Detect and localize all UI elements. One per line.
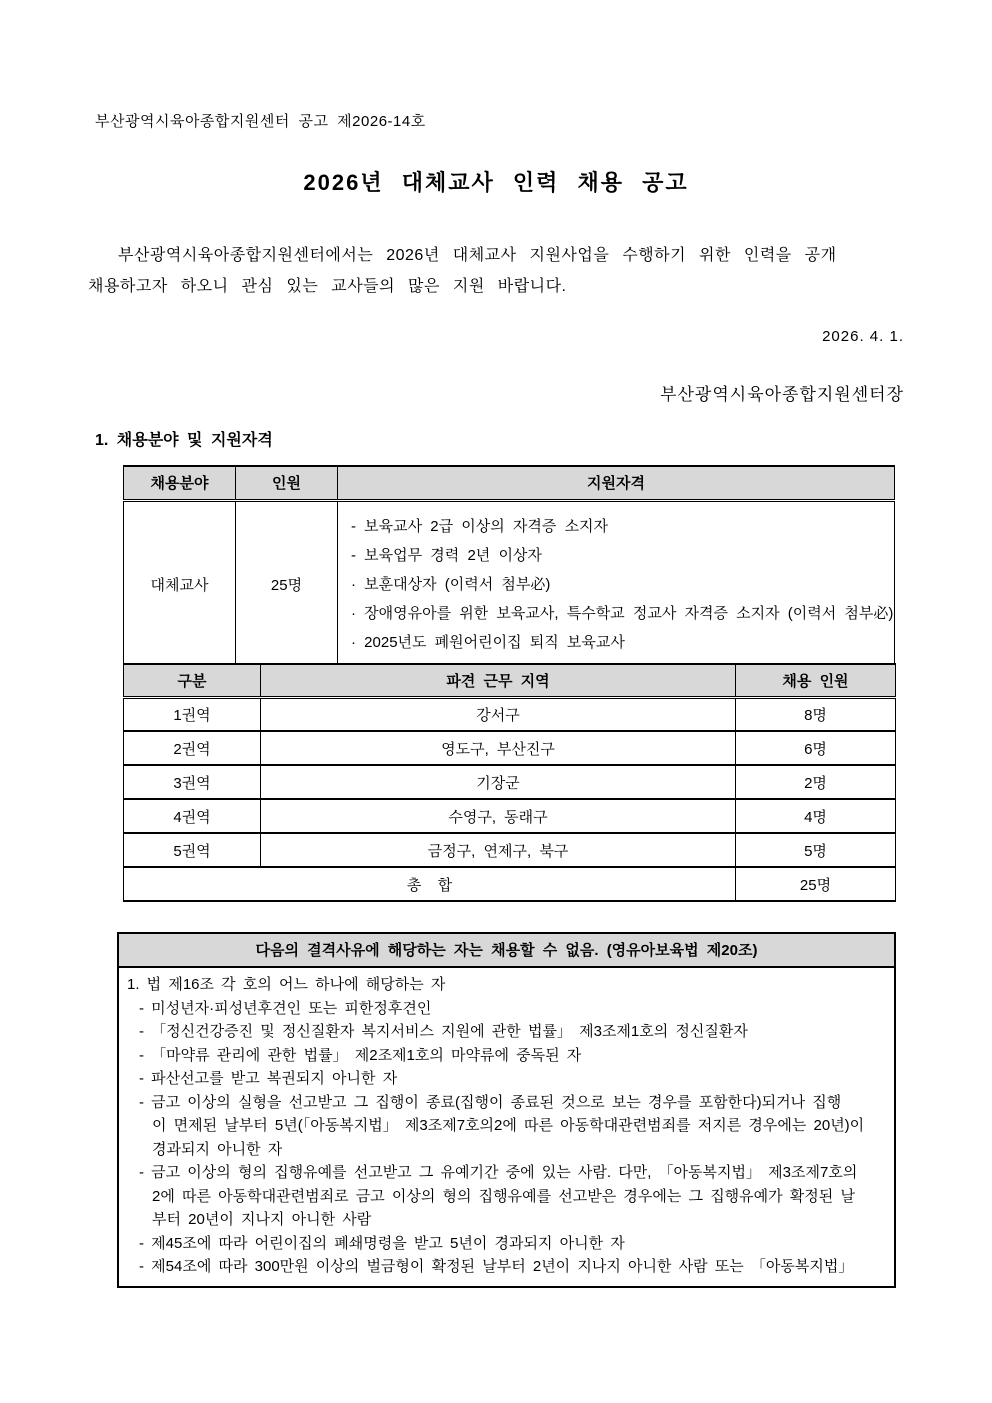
intro-line-1: 부산광역시육아종합지원센터에서는 2026년 대체교사 지원사업을 수행하기 위한 인력을 공개 [118, 247, 837, 264]
qualification-item: · 보훈대상자 (이력서 첨부必) [351, 575, 551, 593]
header-qualifications: 지원자격 [338, 466, 895, 500]
disqualification-line: 2에 따른 아동학대관련범죄로 금고 이상의 형의 집행유예를 선고받은 경우에는 그 집행유예가 확정된 날 [152, 1187, 855, 1205]
qualification-item: - 보육교사 2급 이상의 자격증 소지자 [351, 517, 609, 535]
area-value: 금정구, 연제구, 북구 [261, 833, 736, 867]
intro-line-2: 채용하고자 하오니 관심 있는 교사들의 많은 지원 바랍니다. [88, 278, 567, 295]
area-value: 강서구 [261, 697, 736, 731]
header-recruit-field: 채용분야 [124, 466, 236, 500]
recruitment-field-table [123, 465, 895, 669]
header-headcount: 인원 [236, 466, 338, 500]
region-total-row [124, 867, 896, 901]
headcount-value: 25명 [236, 500, 338, 668]
region-row [124, 799, 896, 833]
recruit-table-row [124, 500, 895, 668]
disqualification-line: - 금고 이상의 실형을 선고받고 그 집행이 종료(집행이 종료된 것으로 보는 경우를 포함한다)되거나 집행 [139, 1093, 842, 1111]
recruit-field-value: 대체교사 [124, 500, 236, 668]
count-value: 8명 [736, 697, 896, 731]
signer-title: 부산광역시육아종합지원센터장 [660, 385, 904, 404]
announcement-date: 2026. 4. 1. [822, 328, 904, 345]
disqualification-line: - 「마약류 관리에 관한 법률」 제2조제1호의 마약류에 중독된 자 [139, 1046, 582, 1064]
section-1-heading: 1. 채용분야 및 지원자격 [95, 432, 273, 449]
total-count: 25명 [736, 867, 896, 901]
count-value: 5명 [736, 833, 896, 867]
disqualification-box [117, 932, 896, 1288]
count-value: 4명 [736, 799, 896, 833]
total-label: 총 합 [124, 867, 736, 901]
qualification-item: · 2025년도 폐원어린이집 퇴직 보육교사 [351, 633, 625, 651]
zone-value: 3권역 [124, 765, 261, 799]
qualifications-cell [338, 500, 895, 668]
qualification-item: · 장애영유아를 위한 보육교사, 특수학교 정교사 자격증 소지자 (이력서 첨부必) [351, 604, 894, 622]
zone-value: 4권역 [124, 799, 261, 833]
count-value: 6명 [736, 731, 896, 765]
region-row [124, 765, 896, 799]
disqualification-line: - 파산선고를 받고 복권되지 아니한 자 [139, 1070, 398, 1087]
disqualification-line: - 미성년자·피성년후견인 또는 피한정후견인 [139, 999, 432, 1017]
header-work-area: 파견 근무 지역 [261, 664, 736, 697]
intro-paragraph [88, 240, 908, 302]
region-row [124, 833, 896, 867]
doc-number: 부산광역시육아종합지원센터 공고 제2026-14호 [95, 113, 426, 130]
disqualification-line: - 제45조에 따라 어린이집의 폐쇄명령을 받고 5년이 경과되지 아니한 자 [139, 1234, 625, 1252]
region-table-header-row [124, 664, 896, 697]
zone-value: 5권역 [124, 833, 261, 867]
qualification-item: - 보육업무 경력 2년 이상자 [351, 546, 542, 564]
disqualification-box-title: 다음의 결격사유에 해당하는 자는 채용할 수 없음. (영유아보육법 제20조) [119, 934, 894, 968]
count-value: 2명 [736, 765, 896, 799]
region-row [124, 731, 896, 765]
zone-value: 1권역 [124, 697, 261, 731]
header-zone: 구분 [124, 664, 261, 697]
region-row [124, 697, 896, 731]
area-value: 수영구, 동래구 [261, 799, 736, 833]
disqualification-box-body [119, 968, 894, 1286]
disqualification-line: 경과되지 아니한 자 [152, 1140, 283, 1158]
disqualification-line: 부터 20년이 지나지 아니한 사람 [152, 1211, 372, 1228]
recruit-table-header-row [124, 466, 895, 500]
disqualification-line: - 제54조에 따라 300만원 이상의 벌금형이 확정된 날부터 2년이 지나지 아니한 사람 또는 「아동복지법」 [139, 1258, 854, 1275]
header-hire-count: 채용 인원 [736, 664, 896, 697]
page-title: 2026년 대체교사 인력 채용 공고 [303, 170, 689, 195]
disqualification-line: 이 면제된 날부터 5년(「아동복지법」 제3조제7호의2에 따른 아동학대관련범죄를 저지른 경우에는 20년)이 [152, 1117, 865, 1134]
disqualification-line: 1. 법 제16조 각 호의 어느 하나에 해당하는 자 [127, 976, 446, 993]
disqualification-line: - 금고 이상의 형의 집행유예를 선고받고 그 유예기간 중에 있는 사람. 다만, 「아동복지법」 제3조제7호의 [139, 1164, 858, 1181]
disqualification-line: - 「정신건강증진 및 정신질환자 복지서비스 지원에 관한 법률」 제3조제1호의 정신질환자 [139, 1023, 748, 1040]
area-value: 영도구, 부산진구 [261, 731, 736, 765]
zone-value: 2권역 [124, 731, 261, 765]
area-value: 기장군 [261, 765, 736, 799]
region-assignment-table [123, 663, 896, 902]
